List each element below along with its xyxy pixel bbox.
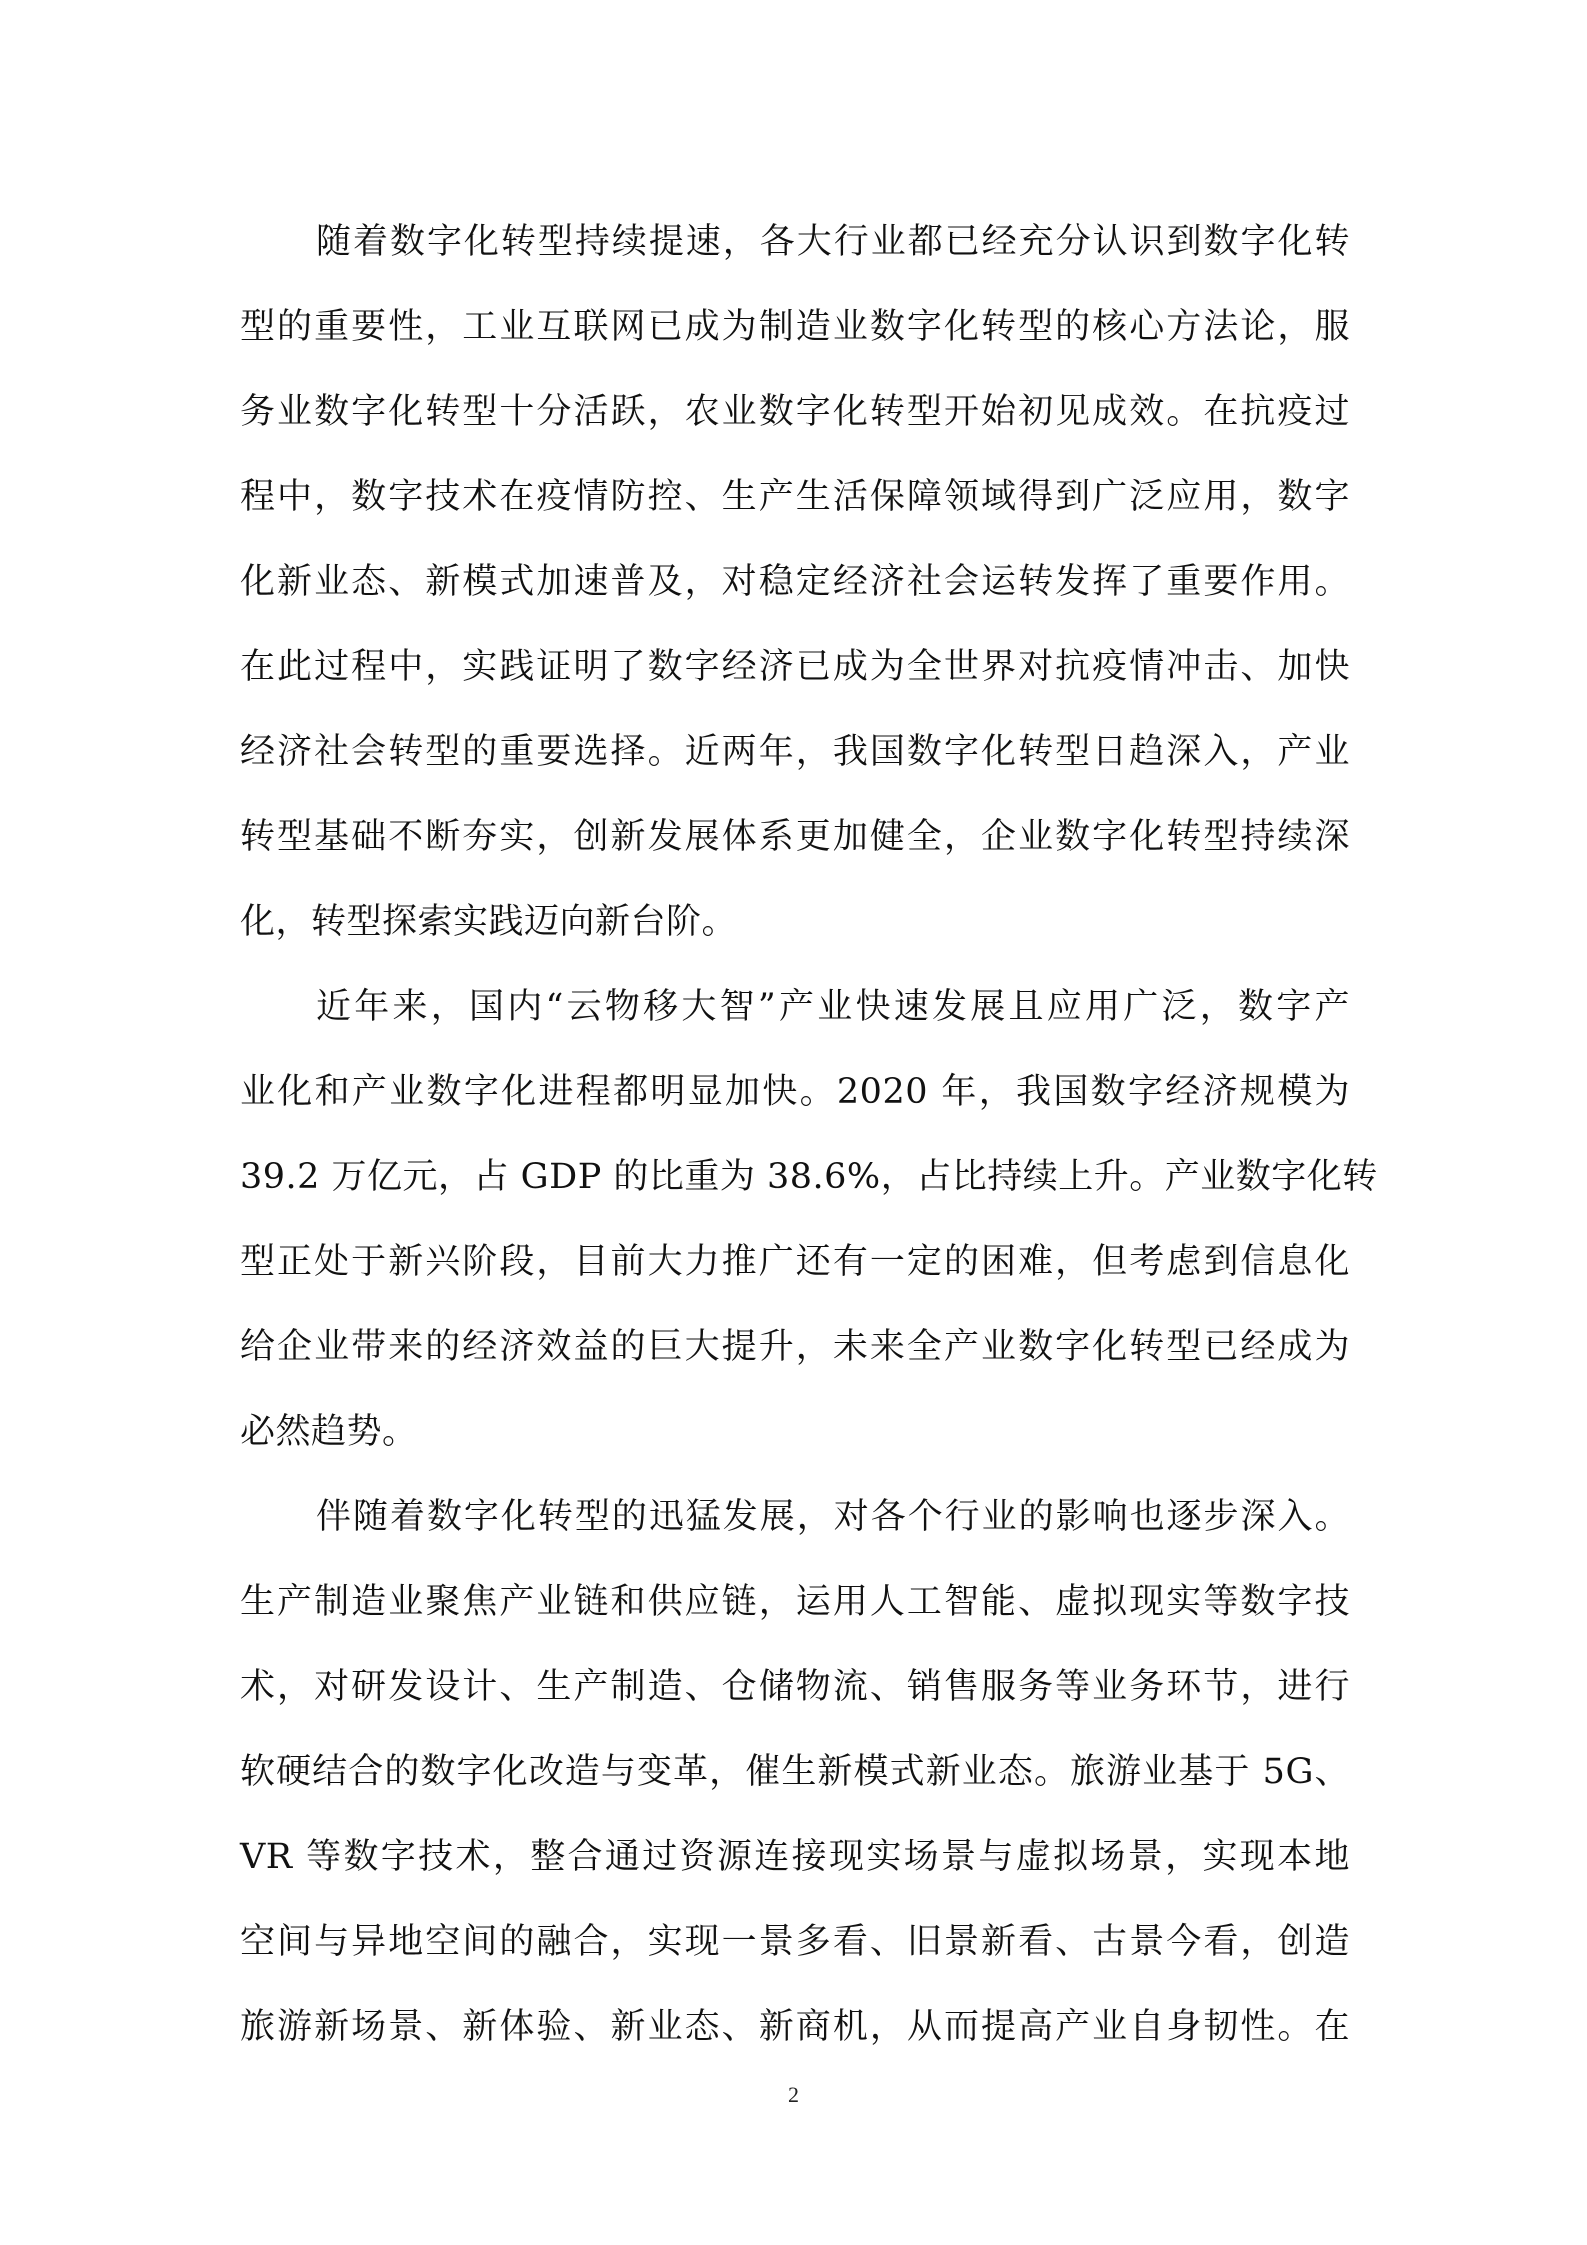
paragraph-3: [240, 1475, 1350, 2070]
paragraph-line: 在此过程中，实践证明了数字经济已成为全世界对抗疫情冲击、加快: [240, 647, 1350, 687]
body-text: [240, 200, 1378, 2070]
paragraph-line: 型的重要性，工业互联网已成为制造业数字化转型的核心方法论，服: [240, 307, 1350, 347]
paragraph-line: 程中，数字技术在疫情防控、生产生活保障领域得到广泛应用，数字: [240, 477, 1350, 517]
paragraph-line: 空间与异地空间的融合，实现一景多看、旧景新看、古景今看，创造: [240, 1922, 1350, 1962]
paragraph-line: 伴随着数字化转型的迅猛发展，对各个行业的影响也逐步深入。: [316, 1497, 1350, 1537]
paragraph-2: [240, 965, 1378, 1475]
paragraph-line: VR 等数字技术，整合通过资源连接现实场景与虚拟场景，实现本地: [240, 1837, 1350, 1877]
page-number: 2: [788, 2082, 799, 2107]
paragraph-line: 化新业态、新模式加速普及，对稳定经济社会运转发挥了重要作用。: [240, 562, 1350, 602]
paragraph-line: 软硬结合的数字化改造与变革，催生新模式新业态。旅游业基于 5G、: [240, 1752, 1350, 1792]
paragraph-line: 必然趋势。: [240, 1412, 418, 1452]
paragraph-line: 务业数字化转型十分活跃，农业数字化转型开始初见成效。在抗疫过: [240, 392, 1350, 432]
paragraph-line: 近年来，国内“云物移大智”产业快速发展且应用广泛，数字产: [316, 987, 1350, 1027]
paragraph-line: 给企业带来的经济效益的巨大提升，未来全产业数字化转型已经成为: [240, 1327, 1350, 1367]
paragraph-line: 业化和产业数字化进程都明显加快。2020 年，我国数字经济规模为: [240, 1072, 1350, 1112]
paragraph-line: 术，对研发设计、生产制造、仓储物流、销售服务等业务环节，进行: [240, 1667, 1350, 1707]
paragraph-line: 转型基础不断夯实，创新发展体系更加健全，企业数字化转型持续深: [240, 817, 1350, 857]
paragraph-line: 生产制造业聚焦产业链和供应链，运用人工智能、虚拟现实等数字技: [240, 1582, 1350, 1622]
paragraph-line: 型正处于新兴阶段，目前大力推广还有一定的困难，但考虑到信息化: [240, 1242, 1350, 1282]
paragraph-line: 化，转型探索实践迈向新台阶。: [240, 902, 738, 942]
paragraph-line: 39.2 万亿元，占 GDP 的比重为 38.6%，占比持续上升。产业数字化转: [240, 1157, 1378, 1197]
paragraph-line: 随着数字化转型持续提速，各大行业都已经充分认识到数字化转: [316, 222, 1350, 262]
paragraph-1: [240, 200, 1350, 965]
paragraph-line: 经济社会转型的重要选择。近两年，我国数字化转型日趋深入，产业: [240, 732, 1350, 772]
paragraph-line: 旅游新场景、新体验、新业态、新商机，从而提高产业自身韧性。在: [240, 2007, 1350, 2047]
